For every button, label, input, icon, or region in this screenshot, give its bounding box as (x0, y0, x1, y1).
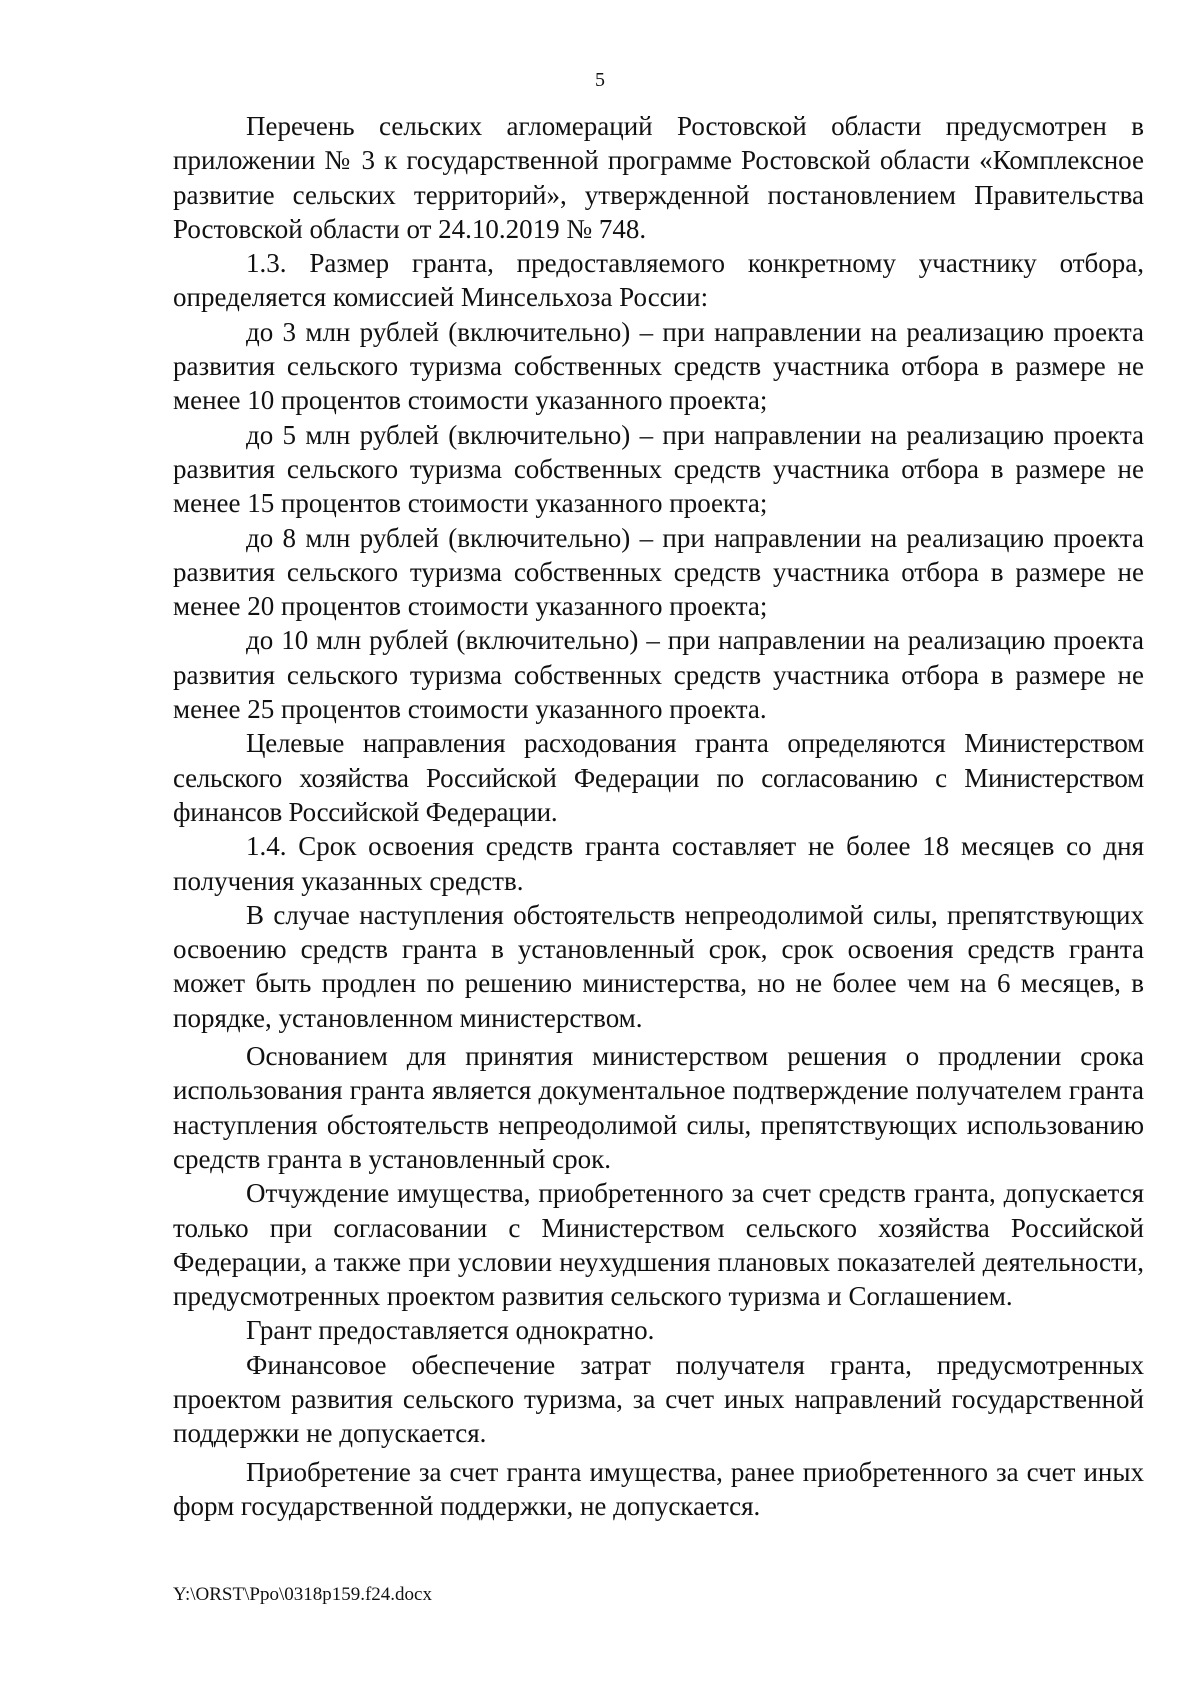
page-number: 5 (595, 69, 605, 91)
paragraph-agglomerations-list: Перечень сельских агломераций Ростовской области предусмотрен в приложении № 3 к государственной программе Ростовской области «Комплексное развитие сельских территорий», утвержденной постановлением Правительства Ростовской области от 24.10.2019 № 748. (173, 111, 1144, 244)
paragraph-1-3-grant-size: 1.3. Размер гранта, предоставляемого конкретному участнику отбора, определяется комиссией Минсельхоза России: (173, 248, 1144, 313)
paragraph-no-double-funding: Финансовое обеспечение затрат получателя гранта, предусмотренных проектом развития сельского туризма, за счет иных направлений государственной поддержки не допускается. (173, 1349, 1144, 1449)
paragraph-grant-tier-3mln: до 3 млн рублей (включительно) – при направлении на реализацию проекта развития сельского туризма собственных средств участника отбора в размере не менее 10 процентов стоимости указанного проекта; (173, 316, 1144, 416)
paragraph-1-4-grant-term: 1.4. Срок освоения средств гранта составляет не более 18 месяцев со дня получения указанных средств. (173, 831, 1144, 896)
paragraph-one-time-grant: Грант предоставляется однократно. (246, 1315, 655, 1346)
paragraph-property-alienation: Отчуждение имущества, приобретенного за счет средств гранта, допускается только при согласовании с Министерством сельского хозяйства Российской Федерации, а также при условии неухудшения плановых показателей деятельности, предусмотренных проектом развития сельского туризма и Соглашением. (173, 1178, 1144, 1312)
paragraph-no-repurchase: Приобретение за счет гранта имущества, ранее приобретенного за счет иных форм государственной поддержки, не допускается. (173, 1456, 1144, 1521)
document-body (173, 109, 1144, 1523)
footer-file-path: Y:\ORST\Ppo\0318p159.f24.docx (173, 1584, 432, 1605)
paragraph-target-directions: Целевые направления расходования гранта определяются Министерством сельского хозяйства Российской Федерации по согласованию с Министерством финансов Российской Федерации. (173, 728, 1144, 827)
paragraph-grant-tier-10mln: до 10 млн рублей (включительно) – при направлении на реализацию проекта развития сельского туризма собственных средств участника отбора в размере не менее 25 процентов стоимости указанного проекта. (173, 625, 1144, 725)
paragraph-force-majeure: В случае наступления обстоятельств непреодолимой силы, препятствующих освоению средств гранта в установленный срок, срок освоения средств гранта может быть продлен по решению министерства, но не более чем на 6 месяцев, в порядке, установленном министерством. (173, 899, 1144, 1033)
paragraph-extension-basis: Основанием для принятия министерством решения о продлении срока использования гранта является документальное подтверждение получателем гранта наступления обстоятельств непреодолимой силы, препятствующих использованию средств гранта в установленный срок. (173, 1041, 1144, 1174)
paragraph-grant-tier-5mln: до 5 млн рублей (включительно) – при направлении на реализацию проекта развития сельского туризма собственных средств участника отбора в размере не менее 15 процентов стоимости указанного проекта; (173, 419, 1144, 519)
paragraph-grant-tier-8mln: до 8 млн рублей (включительно) – при направлении на реализацию проекта развития сельского туризма собственных средств участника отбора в размере не менее 20 процентов стоимости указанного проекта; (173, 522, 1144, 622)
